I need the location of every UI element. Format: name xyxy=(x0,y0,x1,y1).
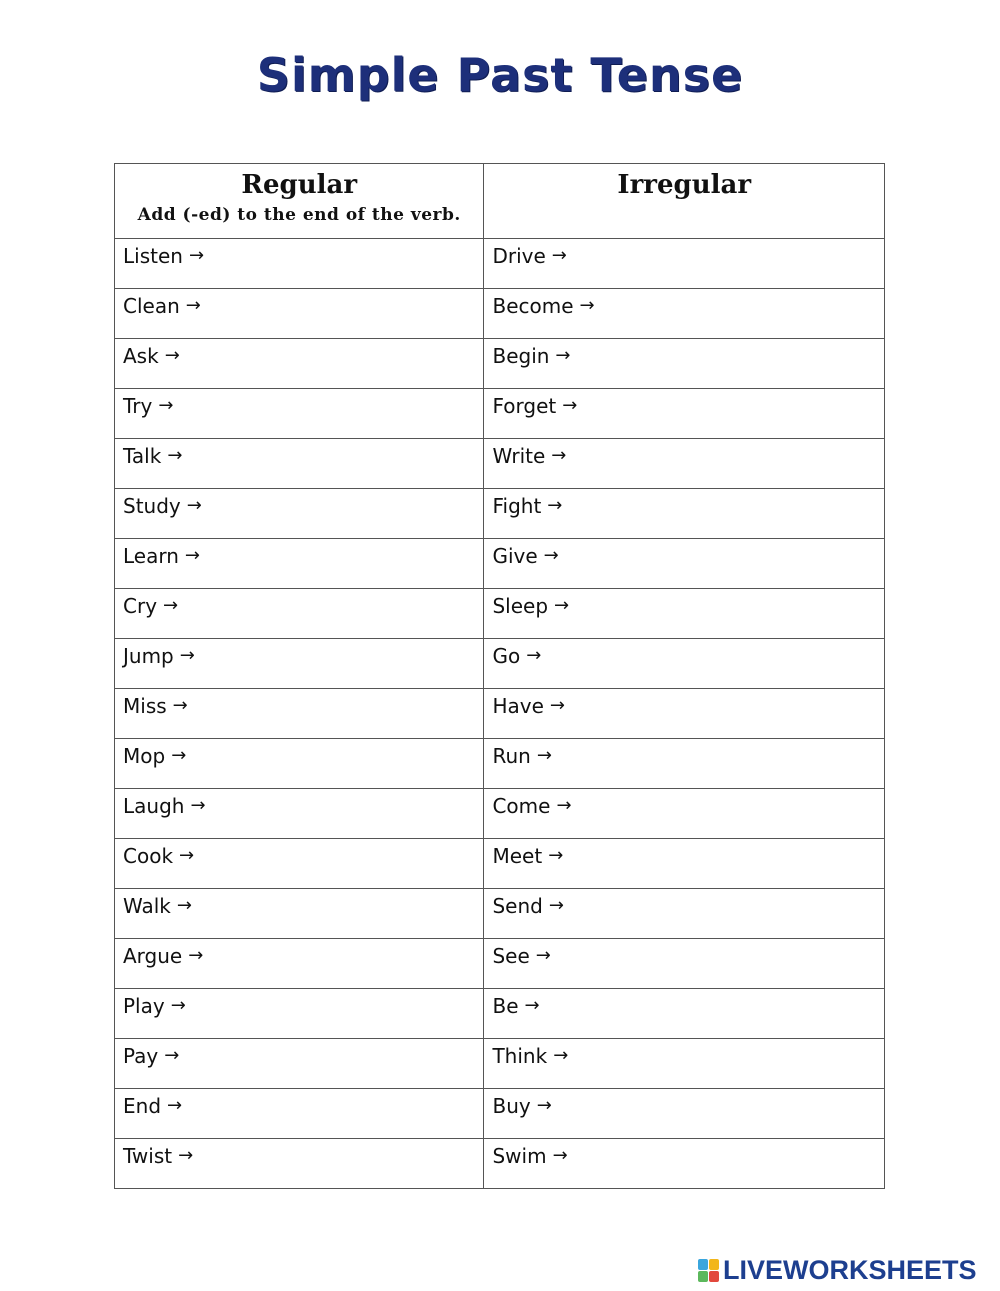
irregular-verb: Swim xyxy=(492,1144,547,1168)
table-row xyxy=(115,489,885,539)
verb-table xyxy=(114,163,885,1189)
irregular-verb-cell[interactable] xyxy=(484,589,885,639)
table-row xyxy=(115,1089,885,1139)
arrow-right-icon: → xyxy=(526,645,542,666)
irregular-verb: Buy xyxy=(492,1094,531,1118)
arrow-right-icon: → xyxy=(551,445,567,466)
irregular-verb-cell[interactable] xyxy=(484,839,885,889)
page-title: Simple Past Tense xyxy=(256,48,744,102)
table-row xyxy=(115,389,885,439)
irregular-header-title: Irregular xyxy=(617,170,752,200)
regular-verb: End xyxy=(123,1094,162,1118)
table-row xyxy=(115,439,885,489)
irregular-verb: Become xyxy=(492,294,574,318)
irregular-verb: Fight xyxy=(492,494,542,518)
arrow-right-icon: → xyxy=(562,395,578,416)
arrow-right-icon: → xyxy=(171,745,187,766)
irregular-verb-cell[interactable] xyxy=(484,389,885,439)
arrow-right-icon: → xyxy=(579,295,595,316)
regular-verb-cell[interactable] xyxy=(115,589,484,639)
irregular-verb-cell[interactable] xyxy=(484,889,885,939)
arrow-right-icon: → xyxy=(554,595,570,616)
arrow-right-icon: → xyxy=(185,295,201,316)
arrow-right-icon: → xyxy=(524,995,540,1016)
arrow-right-icon: → xyxy=(536,1095,552,1116)
regular-verb-cell[interactable] xyxy=(115,989,484,1039)
regular-verb-cell[interactable] xyxy=(115,889,484,939)
logo-text: LIVEWORKSHEETS xyxy=(723,1254,977,1285)
logo-mark-square xyxy=(709,1259,719,1270)
arrow-right-icon: → xyxy=(535,945,551,966)
irregular-verb-cell[interactable] xyxy=(484,939,885,989)
regular-verb: Pay xyxy=(123,1044,159,1068)
table-row xyxy=(115,689,885,739)
irregular-verb-cell[interactable] xyxy=(484,439,885,489)
irregular-verb-cell[interactable] xyxy=(484,689,885,739)
regular-verb-cell[interactable] xyxy=(115,1089,484,1139)
arrow-right-icon: → xyxy=(176,895,192,916)
arrow-right-icon: → xyxy=(555,345,571,366)
arrow-right-icon: → xyxy=(548,895,564,916)
regular-verb-cell[interactable] xyxy=(115,639,484,689)
irregular-verb: Write xyxy=(492,444,546,468)
arrow-right-icon: → xyxy=(543,545,559,566)
regular-header-title: Regular xyxy=(241,170,358,200)
arrow-right-icon: → xyxy=(158,395,174,416)
table-row xyxy=(115,539,885,589)
table-row xyxy=(115,289,885,339)
logo-mark-square xyxy=(698,1271,708,1282)
irregular-verb-cell[interactable] xyxy=(484,1039,885,1089)
irregular-verb: Meet xyxy=(492,844,543,868)
regular-verb: Learn xyxy=(123,544,179,568)
arrow-right-icon: → xyxy=(552,1145,568,1166)
irregular-verb: Forget xyxy=(492,394,557,418)
arrow-right-icon: → xyxy=(188,945,204,966)
regular-verb: Ask xyxy=(123,344,159,368)
regular-verb: Miss xyxy=(123,694,167,718)
regular-verb-cell[interactable] xyxy=(115,489,484,539)
arrow-right-icon: → xyxy=(190,795,206,816)
logo-mark-icon xyxy=(698,1259,719,1282)
regular-verb: Walk xyxy=(123,894,171,918)
arrow-right-icon: → xyxy=(549,695,565,716)
regular-verb: Clean xyxy=(123,294,180,318)
irregular-verb: Have xyxy=(492,694,544,718)
regular-verb: Jump xyxy=(123,644,174,668)
irregular-verb-cell[interactable] xyxy=(484,339,885,389)
arrow-right-icon: → xyxy=(184,545,200,566)
arrow-right-icon: → xyxy=(164,1045,180,1066)
regular-verb-cell[interactable] xyxy=(115,1139,484,1189)
irregular-verb: Send xyxy=(492,894,543,918)
irregular-header xyxy=(484,164,885,239)
arrow-right-icon: → xyxy=(551,245,567,266)
regular-header-subtitle: Add (-ed) to the end of the verb. xyxy=(137,205,461,225)
regular-verb: Laugh xyxy=(123,794,185,818)
irregular-verb: Give xyxy=(492,544,538,568)
table-row xyxy=(115,639,885,689)
arrow-right-icon: → xyxy=(167,445,183,466)
table-row xyxy=(115,339,885,389)
regular-verb-cell[interactable] xyxy=(115,1039,484,1089)
arrow-right-icon: → xyxy=(172,695,188,716)
irregular-verb-cell[interactable] xyxy=(484,739,885,789)
arrow-right-icon: → xyxy=(170,995,186,1016)
regular-header xyxy=(115,164,484,239)
arrow-right-icon: → xyxy=(188,245,205,266)
regular-verb: Cry xyxy=(123,594,158,618)
regular-verb: Study xyxy=(123,494,181,518)
arrow-right-icon: → xyxy=(547,495,563,516)
regular-verb-cell[interactable] xyxy=(115,939,484,989)
irregular-verb-cell[interactable] xyxy=(484,789,885,839)
verb-rows xyxy=(115,239,885,1189)
regular-verb-cell[interactable] xyxy=(115,789,484,839)
regular-verb-cell[interactable] xyxy=(115,839,484,889)
regular-verb-cell[interactable] xyxy=(115,339,484,389)
table-row xyxy=(115,589,885,639)
table-header-row xyxy=(115,164,885,239)
table-row xyxy=(115,839,885,889)
irregular-verb: Begin xyxy=(492,344,550,368)
table-row xyxy=(115,1139,885,1189)
regular-verb-cell[interactable] xyxy=(115,539,484,589)
arrow-right-icon: → xyxy=(536,745,552,766)
irregular-verb: Sleep xyxy=(492,594,549,618)
regular-verb: Twist xyxy=(123,1144,173,1168)
irregular-verb-cell[interactable] xyxy=(484,489,885,539)
arrow-right-icon: → xyxy=(548,845,564,866)
table-row xyxy=(115,989,885,1039)
regular-verb-cell[interactable] xyxy=(115,689,484,739)
arrow-right-icon: → xyxy=(179,845,195,866)
irregular-verb-cell[interactable] xyxy=(484,289,885,339)
irregular-verb: Come xyxy=(492,794,551,818)
regular-verb: Cook xyxy=(123,844,174,868)
irregular-verb: Go xyxy=(492,644,521,668)
regular-verb: Try xyxy=(123,394,153,418)
regular-verb-cell[interactable] xyxy=(115,239,484,289)
irregular-verb-cell[interactable] xyxy=(484,239,885,289)
table-row xyxy=(115,889,885,939)
regular-verb-cell[interactable] xyxy=(115,389,484,439)
arrow-right-icon: → xyxy=(178,1145,194,1166)
irregular-verb: Run xyxy=(492,744,531,768)
table-row xyxy=(115,739,885,789)
regular-verb: Argue xyxy=(123,944,183,968)
irregular-verb: Drive xyxy=(492,244,546,268)
regular-verb-cell[interactable] xyxy=(115,289,484,339)
regular-verb-cell[interactable] xyxy=(115,739,484,789)
regular-verb: Talk xyxy=(123,444,162,468)
regular-verb: Mop xyxy=(123,744,166,768)
regular-verb-cell[interactable] xyxy=(115,439,484,489)
arrow-right-icon: → xyxy=(164,345,180,366)
arrow-right-icon: → xyxy=(163,595,179,616)
table-row xyxy=(115,789,885,839)
arrow-right-icon: → xyxy=(556,795,572,816)
table-row xyxy=(115,939,885,989)
liveworksheets-logo xyxy=(698,1256,977,1284)
logo-mark-square xyxy=(698,1259,708,1270)
irregular-verb-cell[interactable] xyxy=(484,539,885,589)
irregular-verb-cell[interactable] xyxy=(484,639,885,689)
arrow-right-icon: → xyxy=(179,645,195,666)
arrow-right-icon: → xyxy=(553,1045,569,1066)
regular-verb: Play xyxy=(123,994,165,1018)
regular-verb: Listen xyxy=(123,244,183,268)
irregular-verb: See xyxy=(492,944,530,968)
table-row xyxy=(115,1039,885,1089)
arrow-right-icon: → xyxy=(186,495,202,516)
logo-mark-square xyxy=(709,1271,719,1282)
irregular-verb-cell[interactable] xyxy=(484,1089,885,1139)
irregular-verb: Think xyxy=(492,1044,548,1068)
arrow-right-icon: → xyxy=(167,1095,183,1116)
table-row xyxy=(115,239,885,289)
irregular-verb-cell[interactable] xyxy=(484,989,885,1039)
irregular-verb-cell[interactable] xyxy=(484,1139,885,1189)
irregular-verb: Be xyxy=(492,994,519,1018)
